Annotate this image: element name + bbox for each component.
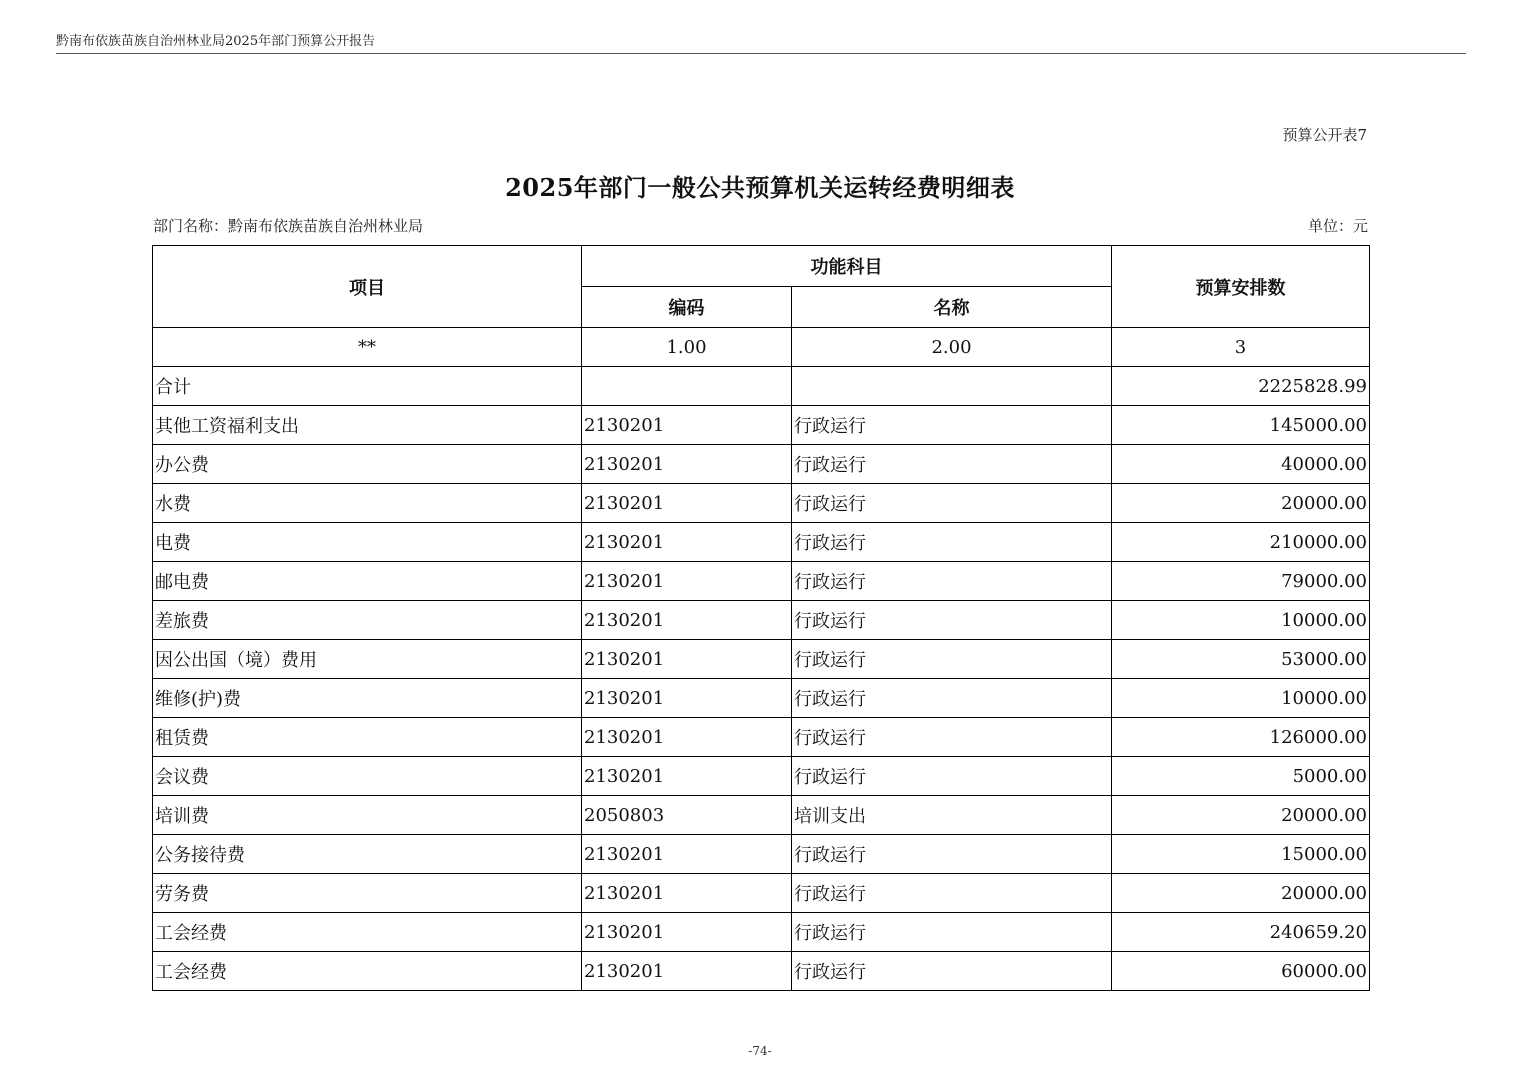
row-name: 行政运行: [792, 562, 1112, 601]
row-code: 2130201: [582, 601, 792, 640]
table-number: 预算公开表7: [1282, 126, 1367, 144]
table-row: [153, 484, 1370, 523]
row-item: 维修(护)费: [153, 679, 582, 718]
page-number: -74-: [748, 1044, 772, 1058]
row-name: 行政运行: [792, 601, 1112, 640]
table-row: [153, 874, 1370, 913]
document-title: 2025年部门一般公共预算机关运转经费明细表: [505, 173, 1015, 202]
row-amount: 5000.00: [1112, 757, 1370, 796]
header-function-group: 功能科目: [582, 246, 1112, 287]
table-row: [153, 523, 1370, 562]
table-row: [153, 757, 1370, 796]
row-code: 2130201: [582, 640, 792, 679]
row-amount: 79000.00: [1112, 562, 1370, 601]
row-amount: 20000.00: [1112, 874, 1370, 913]
row-name: 行政运行: [792, 757, 1112, 796]
row-code: 2130201: [582, 679, 792, 718]
row-name: 行政运行: [792, 484, 1112, 523]
table-row: [153, 679, 1370, 718]
table-row: [153, 913, 1370, 952]
header-amount: 预算安排数: [1112, 246, 1370, 328]
row-amount: 126000.00: [1112, 718, 1370, 757]
table-row: [153, 796, 1370, 835]
row-name: 培训支出: [792, 796, 1112, 835]
row-amount: 53000.00: [1112, 640, 1370, 679]
department-name: 部门名称：黔南布依族苗族自治州林业局: [153, 217, 424, 235]
row-name: 行政运行: [792, 835, 1112, 874]
total-label: 合计: [153, 367, 582, 406]
table-row: [153, 601, 1370, 640]
row-code: 2130201: [582, 835, 792, 874]
header-code: 编码: [582, 287, 792, 328]
row-code: 2130201: [582, 913, 792, 952]
budget-table: [152, 245, 1370, 991]
table-row: [153, 640, 1370, 679]
index-row: [153, 328, 1370, 367]
header-item: 项目: [153, 246, 582, 328]
row-amount: 15000.00: [1112, 835, 1370, 874]
header-name: 名称: [792, 287, 1112, 328]
row-code: 2130201: [582, 484, 792, 523]
row-name: 行政运行: [792, 640, 1112, 679]
row-item: 工会经费: [153, 913, 582, 952]
header-divider: [56, 53, 1466, 54]
row-code: 2130201: [582, 952, 792, 991]
row-code: 2130201: [582, 718, 792, 757]
index-code: 1.00: [582, 328, 792, 367]
row-name: 行政运行: [792, 445, 1112, 484]
row-code: 2130201: [582, 757, 792, 796]
row-code: 2130201: [582, 445, 792, 484]
row-item: 办公费: [153, 445, 582, 484]
row-item: 差旅费: [153, 601, 582, 640]
row-item: 会议费: [153, 757, 582, 796]
row-name: 行政运行: [792, 874, 1112, 913]
total-amount: 2225828.99: [1112, 367, 1370, 406]
row-amount: 240659.20: [1112, 913, 1370, 952]
table-row: [153, 835, 1370, 874]
row-code: 2130201: [582, 406, 792, 445]
index-item: **: [153, 328, 582, 367]
total-name: [792, 367, 1112, 406]
row-code: 2130201: [582, 523, 792, 562]
row-item: 租赁费: [153, 718, 582, 757]
row-amount: 60000.00: [1112, 952, 1370, 991]
table-row: [153, 718, 1370, 757]
row-item: 公务接待费: [153, 835, 582, 874]
row-amount: 20000.00: [1112, 484, 1370, 523]
row-name: 行政运行: [792, 913, 1112, 952]
row-amount: 40000.00: [1112, 445, 1370, 484]
row-amount: 145000.00: [1112, 406, 1370, 445]
table-row: [153, 952, 1370, 991]
table-row: [153, 406, 1370, 445]
header-row-1: [153, 246, 1370, 287]
row-item: 其他工资福利支出: [153, 406, 582, 445]
row-name: 行政运行: [792, 523, 1112, 562]
row-item: 工会经费: [153, 952, 582, 991]
row-code: 2130201: [582, 874, 792, 913]
index-amount: 3: [1112, 328, 1370, 367]
index-name: 2.00: [792, 328, 1112, 367]
row-amount: 10000.00: [1112, 679, 1370, 718]
row-item: 电费: [153, 523, 582, 562]
row-name: 行政运行: [792, 406, 1112, 445]
total-code: [582, 367, 792, 406]
table-row: [153, 445, 1370, 484]
meta-row: [153, 215, 1368, 236]
row-name: 行政运行: [792, 718, 1112, 757]
row-amount: 20000.00: [1112, 796, 1370, 835]
row-code: 2050803: [582, 796, 792, 835]
running-header: 黔南布依族苗族自治州林业局2025年部门预算公开报告: [56, 34, 376, 49]
table-row: [153, 562, 1370, 601]
total-row: [153, 367, 1370, 406]
row-item: 水费: [153, 484, 582, 523]
row-name: 行政运行: [792, 679, 1112, 718]
row-code: 2130201: [582, 562, 792, 601]
row-item: 劳务费: [153, 874, 582, 913]
row-item: 因公出国（境）费用: [153, 640, 582, 679]
row-amount: 10000.00: [1112, 601, 1370, 640]
row-name: 行政运行: [792, 952, 1112, 991]
row-amount: 210000.00: [1112, 523, 1370, 562]
unit-label: 单位：元: [1307, 217, 1368, 235]
row-item: 培训费: [153, 796, 582, 835]
row-item: 邮电费: [153, 562, 582, 601]
